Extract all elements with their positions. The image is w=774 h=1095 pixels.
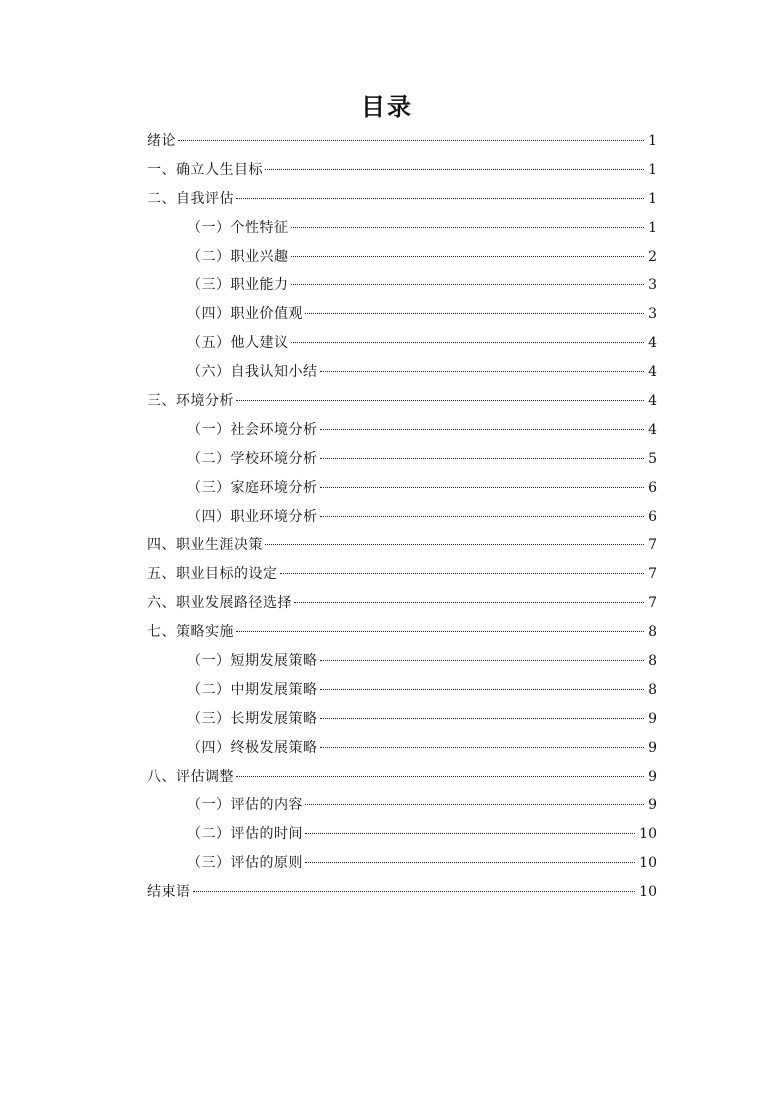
toc-entry-page-number: 3: [648, 277, 657, 294]
toc-entry-label: （三）评估的原则: [187, 855, 303, 872]
toc-entry[interactable]: [147, 387, 657, 416]
toc-entry-label: （四）职业价值观: [187, 306, 303, 323]
toc-entry-label: 四、职业生涯决策: [147, 537, 263, 554]
toc-entry-page-number: 4: [648, 335, 657, 352]
toc-entry-label: （二）评估的时间: [187, 826, 303, 843]
toc-entry[interactable]: [147, 271, 657, 300]
toc-entry[interactable]: [147, 214, 657, 243]
toc-entry-label: （一）个性特征: [187, 219, 289, 236]
toc-entry-label: （六）自我认知小结: [187, 364, 318, 381]
toc-entry[interactable]: [147, 127, 657, 156]
toc-entry-page-number: 5: [648, 450, 657, 467]
toc-dot-leader: [320, 429, 645, 430]
toc-dot-leader: [305, 833, 635, 834]
toc-entry-label: 三、环境分析: [147, 393, 234, 410]
toc-dot-leader: [305, 862, 635, 863]
toc-dot-leader: [193, 891, 636, 892]
toc-entry-label: 七、策略实施: [147, 624, 234, 641]
toc-entry[interactable]: [147, 329, 657, 358]
toc-dot-leader: [236, 631, 644, 632]
toc-entry-page-number: 1: [648, 190, 657, 207]
toc-entry[interactable]: [147, 185, 657, 214]
toc-dot-leader: [320, 660, 645, 661]
toc-dot-leader: [236, 400, 644, 401]
toc-dot-leader: [305, 804, 644, 805]
toc-entry-label: （五）他人建议: [187, 335, 289, 352]
toc-entry-page-number: 10: [639, 884, 657, 901]
toc-entry-label: （二）中期发展策略: [187, 681, 318, 698]
toc-entry-page-number: 1: [648, 161, 657, 178]
toc-entry[interactable]: [147, 445, 657, 474]
toc-entry-page-number: 9: [648, 797, 657, 814]
toc-dot-leader: [320, 689, 645, 690]
toc-entry-page-number: 7: [648, 595, 657, 612]
toc-entry[interactable]: [147, 358, 657, 387]
toc-entry[interactable]: [147, 647, 657, 676]
toc-entry[interactable]: [147, 820, 657, 849]
toc-entry[interactable]: [147, 474, 657, 503]
toc-dot-leader: [265, 544, 644, 545]
toc-dot-leader: [320, 371, 645, 372]
toc-entry-label: （一）评估的内容: [187, 797, 303, 814]
toc-entry-page-number: 1: [648, 133, 657, 149]
toc-entry-label: （三）职业能力: [187, 277, 289, 294]
toc-entry-page-number: 6: [648, 479, 657, 496]
toc-entry-label: 结束语: [147, 884, 191, 901]
toc-entry[interactable]: [147, 300, 657, 329]
toc-dot-leader: [320, 458, 645, 459]
toc-dot-leader: [265, 169, 644, 170]
toc-entry-label: （一）短期发展策略: [187, 653, 318, 670]
toc-entry-page-number: 9: [648, 710, 657, 727]
toc-entry-page-number: 8: [648, 624, 657, 641]
toc-entry[interactable]: [147, 618, 657, 647]
toc-entry-page-number: 7: [648, 537, 657, 554]
toc-entry[interactable]: [147, 531, 657, 560]
toc-entry-label: 六、职业发展路径选择: [147, 595, 292, 612]
toc-entry-label: 二、自我评估: [147, 190, 234, 207]
table-of-contents: [147, 127, 657, 907]
toc-dot-leader: [291, 227, 645, 228]
toc-entry-page-number: 2: [648, 248, 657, 265]
toc-dot-leader: [305, 313, 644, 314]
toc-entry[interactable]: [147, 878, 657, 907]
toc-entry-page-number: 10: [639, 855, 657, 872]
toc-entry[interactable]: [147, 705, 657, 734]
toc-entry-label: 八、评估调整: [147, 768, 234, 785]
toc-dot-leader: [236, 776, 644, 777]
toc-dot-leader: [236, 198, 644, 199]
toc-dot-leader: [320, 747, 645, 748]
toc-entry-page-number: 7: [648, 566, 657, 583]
toc-entry-page-number: 4: [648, 421, 657, 438]
toc-dot-leader: [320, 487, 645, 488]
toc-dot-leader: [291, 284, 645, 285]
toc-entry-label: （三）长期发展策略: [187, 710, 318, 727]
toc-entry-label: 绪论: [147, 133, 176, 149]
toc-entry[interactable]: [147, 243, 657, 272]
toc-entry[interactable]: [147, 560, 657, 589]
toc-entry[interactable]: [147, 849, 657, 878]
toc-entry-label: 一、确立人生目标: [147, 161, 263, 178]
toc-dot-leader: [320, 516, 645, 517]
toc-entry-label: （二）职业兴趣: [187, 248, 289, 265]
toc-entry-label: （四）职业环境分析: [187, 508, 318, 525]
toc-dot-leader: [291, 256, 645, 257]
toc-entry[interactable]: [147, 156, 657, 185]
toc-dot-leader: [294, 602, 644, 603]
toc-dot-leader: [320, 718, 645, 719]
toc-entry-page-number: 8: [648, 681, 657, 698]
toc-entry-label: （四）终极发展策略: [187, 739, 318, 756]
toc-entry[interactable]: [147, 763, 657, 792]
toc-entry[interactable]: [147, 791, 657, 820]
toc-dot-leader: [178, 140, 644, 141]
toc-entry-label: （三）家庭环境分析: [187, 479, 318, 496]
toc-dot-leader: [291, 342, 645, 343]
toc-entry-label: （一）社会环境分析: [187, 421, 318, 438]
toc-entry-page-number: 9: [648, 768, 657, 785]
toc-entry-page-number: 6: [648, 508, 657, 525]
toc-entry[interactable]: [147, 734, 657, 763]
toc-entry-label: 五、职业目标的设定: [147, 566, 278, 583]
toc-entry-page-number: 4: [648, 364, 657, 381]
toc-entry-page-number: 4: [648, 393, 657, 410]
toc-entry-page-number: 1: [648, 219, 657, 236]
toc-entry-label: （二）学校环境分析: [187, 450, 318, 467]
toc-entry[interactable]: [147, 589, 657, 618]
toc-entry[interactable]: [147, 503, 657, 532]
toc-entry-page-number: 3: [648, 306, 657, 323]
page-title: 目录: [361, 93, 413, 121]
toc-dot-leader: [280, 573, 645, 574]
toc-entry-page-number: 9: [648, 739, 657, 756]
toc-entry-page-number: 8: [648, 653, 657, 670]
toc-entry-page-number: 10: [639, 826, 657, 843]
toc-entry[interactable]: [147, 416, 657, 445]
toc-entry[interactable]: [147, 676, 657, 705]
